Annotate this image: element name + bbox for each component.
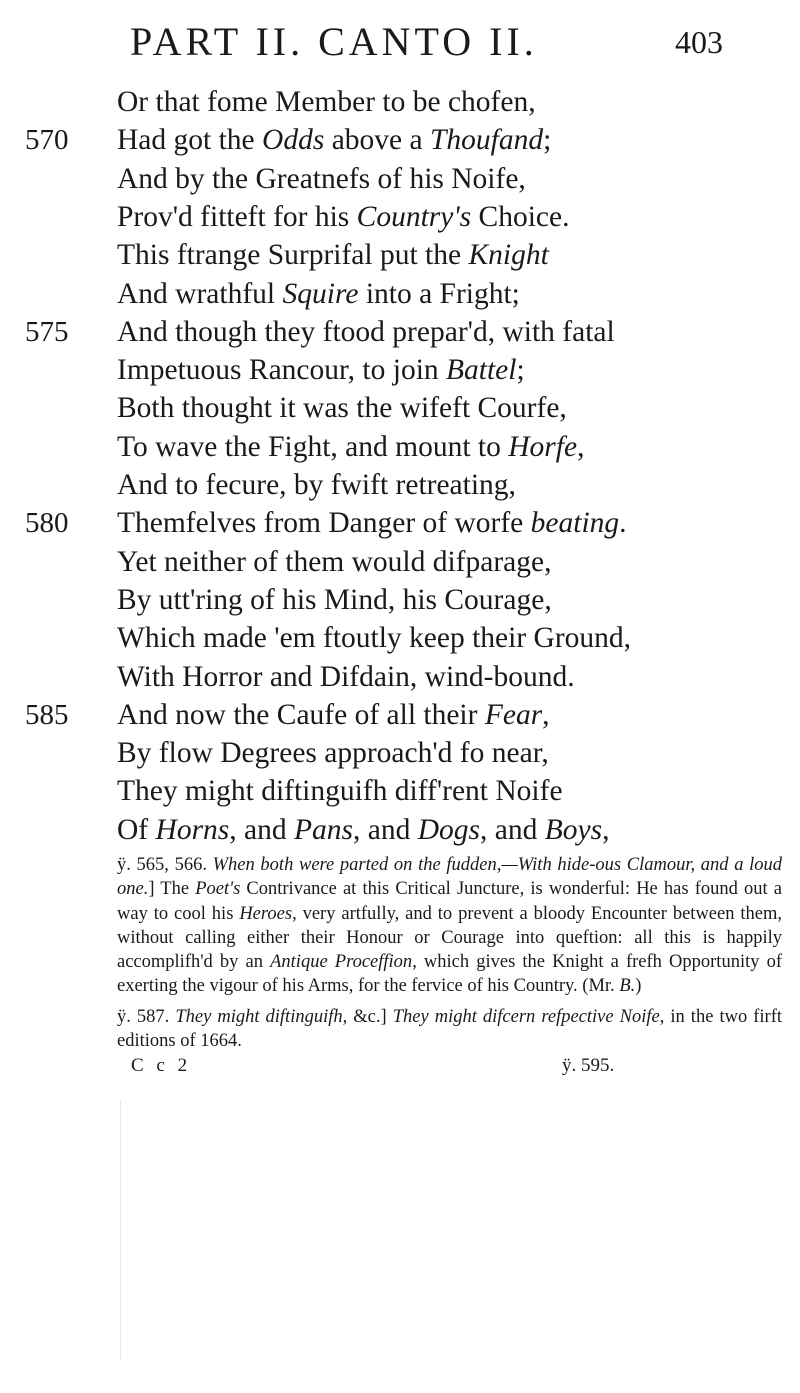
verse-text: Both thought it was the wifeft Courfe, (117, 392, 567, 425)
verse-text: And to fecure, by fwift retreating, (117, 469, 516, 501)
verse-italic: beating (530, 507, 620, 540)
verse-text: , and (480, 813, 545, 846)
note-italic: They might difcern refpective Noife (392, 1006, 660, 1027)
note-text: Contrivance at this Critical Juncture, is wonderful: He has found out a way to cool his (117, 879, 782, 924)
verse-text: And by the Greatnefs of his Noife, (117, 162, 526, 195)
verse-text: ; (543, 124, 552, 157)
verse-text: To wave the Fight, and mount to (117, 430, 509, 463)
page-footer (117, 1055, 677, 1085)
verse-text: This ftrange Surprifal put the (117, 239, 469, 272)
verse-text: By flow Degrees approach'd fo near, (117, 737, 549, 770)
note-italic: Antique Proceffion (270, 952, 413, 973)
verse-text: By utt'ring of his Mind, his Courage, (117, 583, 552, 616)
verse-text: Which made 'em ftoutly keep their Ground, (117, 622, 632, 655)
verse-text: . (619, 507, 627, 540)
footnote (117, 1005, 782, 1054)
note-italic: They might diftinguifh (175, 1006, 343, 1027)
note-italic: B. (619, 976, 636, 997)
note-italic: Poet's (195, 879, 241, 900)
footnote (117, 853, 782, 999)
signature-mark: C c 2 (131, 1055, 192, 1076)
verse-text: Choice. (471, 200, 570, 233)
note-italic: Heroes (239, 903, 293, 924)
verse-text: , (542, 698, 550, 731)
note-text: ) (635, 976, 642, 997)
line-number: 580 (25, 507, 69, 540)
verse-italic: Boys (544, 813, 603, 846)
line-number: 570 (25, 124, 69, 157)
note-text: ÿ. 565, 566. (117, 855, 213, 875)
gutter-shadow (120, 1100, 121, 1360)
note-text: , very artfully, and to prevent a bloody Encounter between them, without calling either their Honour or Courage into queftion: all this is happily accomplifh'd by an (117, 903, 783, 973)
note-text: ÿ. 587. (117, 1006, 176, 1027)
note-text: , in the two firft editions of 1664. (117, 1006, 782, 1052)
verse-italic: Dogs (417, 813, 481, 846)
note-italic: When both were parted on the fudden,—With hide-ous Clamour, and a loud one. (117, 855, 783, 900)
verse-text: They might diftinguifh diff'rent Noife (117, 775, 563, 808)
verse-text: , and (353, 813, 418, 846)
verse-italic: Odds (262, 124, 325, 157)
verse-text (117, 808, 609, 852)
verse-text: Of (117, 813, 156, 846)
verse-italic: Battel (446, 354, 517, 387)
verse-italic: Country's (356, 200, 472, 233)
footnotes (117, 853, 782, 1059)
verse-text: Prov'd fitteft for his (117, 200, 357, 233)
verse-text: Or that fome Member to be chofen, (117, 86, 536, 118)
running-header (130, 18, 770, 74)
verse-line (0, 808, 800, 852)
line-number: 575 (25, 315, 69, 348)
note-text: , which gives the Knight a frefh Opportunity of exerting the vigour of his Arms, for the fervice of his Country. (Mr. (117, 952, 782, 997)
verse-text: ; (516, 354, 525, 387)
verse-text: , and (229, 813, 294, 846)
verse-italic: Thoufand (429, 124, 544, 157)
catchword: ÿ. 595. (562, 1055, 615, 1076)
verse-text: , (602, 813, 610, 846)
verse-italic: Horns (155, 813, 230, 846)
page-number: 403 (675, 24, 723, 60)
verse-text: And wrathful (117, 277, 283, 310)
line-number: 585 (25, 698, 69, 731)
verse-text: above a (324, 124, 430, 157)
verse-text: Impetuous Rancour, to join (117, 354, 447, 387)
note-text: ] The (148, 879, 196, 900)
verse-italic: Knight (468, 239, 549, 272)
running-title: PART II. CANTO II. (130, 19, 538, 64)
verse-text: And though they ftood prepar'd, with fatal (117, 315, 615, 348)
verse-text: Themfelves from Danger of worfe (117, 507, 531, 540)
verse-text: Had got the (117, 124, 263, 157)
verse-text: Yet neither of them would difparage, (117, 545, 552, 578)
verse-italic: Fear (484, 698, 543, 731)
verse-text: And now the Caufe of all their (117, 698, 485, 731)
verse-text: With Horror and Difdain, wind-bound. (117, 660, 575, 693)
verse-text: , (577, 430, 585, 463)
verse-italic: Pans (294, 813, 353, 846)
verse-text: into a Fright; (358, 277, 520, 310)
verse-italic: Horfe (508, 430, 578, 463)
note-text: , &c.] (342, 1006, 393, 1027)
verse-italic: Squire (282, 277, 359, 310)
